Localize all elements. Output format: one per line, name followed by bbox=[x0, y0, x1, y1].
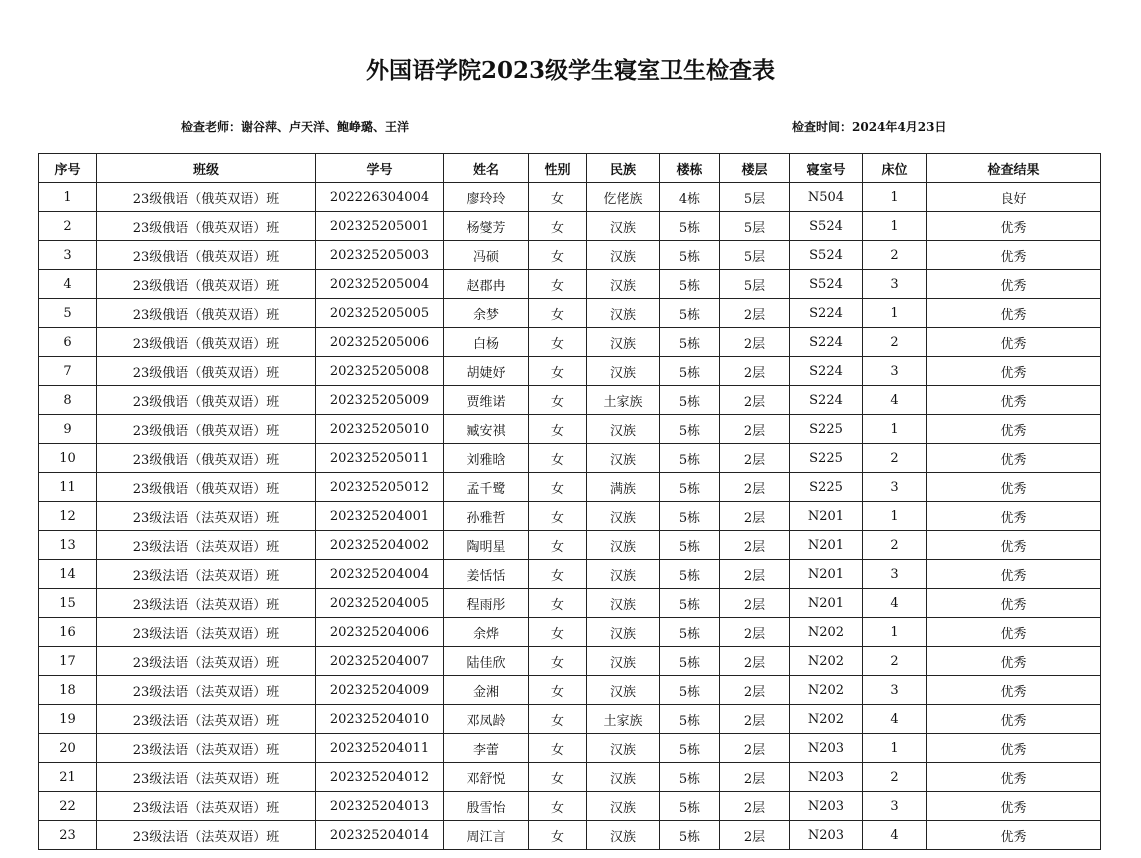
cell-building: 5栋 bbox=[660, 531, 720, 560]
cell-room: S224 bbox=[790, 357, 863, 386]
cell-ethnicity: 汉族 bbox=[587, 241, 660, 270]
cell-name: 陶明星 bbox=[444, 531, 529, 560]
cell-bed: 4 bbox=[863, 386, 927, 415]
cell-student-id: 202325205010 bbox=[316, 415, 444, 444]
cell-bed: 4 bbox=[863, 589, 927, 618]
cell-class: 23级法语（法英双语）班 bbox=[97, 792, 316, 821]
cell-student-id: 202325205003 bbox=[316, 241, 444, 270]
cell-student-id: 202325205005 bbox=[316, 299, 444, 328]
cell-student-id: 202325205011 bbox=[316, 444, 444, 473]
table-row bbox=[39, 212, 1101, 241]
cell-room: N203 bbox=[790, 763, 863, 792]
cell-class: 23级俄语（俄英双语）班 bbox=[97, 183, 316, 212]
cell-room: N202 bbox=[790, 705, 863, 734]
cell-student-id: 202325204001 bbox=[316, 502, 444, 531]
cell-name: 刘雅晗 bbox=[444, 444, 529, 473]
cell-building: 5栋 bbox=[660, 821, 720, 850]
cell-bed: 1 bbox=[863, 212, 927, 241]
cell-student-id: 202325205012 bbox=[316, 473, 444, 502]
cell-floor: 2层 bbox=[720, 763, 790, 792]
cell-index: 15 bbox=[39, 589, 97, 618]
cell-ethnicity: 汉族 bbox=[587, 299, 660, 328]
cell-gender: 女 bbox=[529, 212, 587, 241]
cell-result: 优秀 bbox=[927, 763, 1101, 792]
cell-result: 优秀 bbox=[927, 531, 1101, 560]
cell-room: N504 bbox=[790, 183, 863, 212]
cell-index: 12 bbox=[39, 502, 97, 531]
cell-name: 邓舒悦 bbox=[444, 763, 529, 792]
cell-student-id: 202325204005 bbox=[316, 589, 444, 618]
cell-floor: 2层 bbox=[720, 444, 790, 473]
cell-index: 19 bbox=[39, 705, 97, 734]
cell-result: 优秀 bbox=[927, 299, 1101, 328]
cell-index: 20 bbox=[39, 734, 97, 763]
cell-name: 余烨 bbox=[444, 618, 529, 647]
cell-student-id: 202325205008 bbox=[316, 357, 444, 386]
cell-class: 23级俄语（俄英双语）班 bbox=[97, 299, 316, 328]
cell-bed: 1 bbox=[863, 299, 927, 328]
cell-room: S524 bbox=[790, 212, 863, 241]
cell-room: S224 bbox=[790, 299, 863, 328]
cell-bed: 3 bbox=[863, 270, 927, 299]
cell-ethnicity: 汉族 bbox=[587, 763, 660, 792]
cell-room: N203 bbox=[790, 792, 863, 821]
cell-bed: 2 bbox=[863, 328, 927, 357]
cell-bed: 2 bbox=[863, 763, 927, 792]
cell-building: 5栋 bbox=[660, 212, 720, 241]
cell-result: 优秀 bbox=[927, 792, 1101, 821]
cell-class: 23级俄语（俄英双语）班 bbox=[97, 270, 316, 299]
cell-class: 23级法语（法英双语）班 bbox=[97, 676, 316, 705]
cell-class: 23级法语（法英双语）班 bbox=[97, 821, 316, 850]
cell-index: 13 bbox=[39, 531, 97, 560]
cell-gender: 女 bbox=[529, 473, 587, 502]
cell-name: 李蕾 bbox=[444, 734, 529, 763]
cell-name: 殷雪怡 bbox=[444, 792, 529, 821]
cell-result: 优秀 bbox=[927, 357, 1101, 386]
cell-room: N201 bbox=[790, 502, 863, 531]
cell-index: 4 bbox=[39, 270, 97, 299]
cell-floor: 2层 bbox=[720, 502, 790, 531]
cell-result: 优秀 bbox=[927, 705, 1101, 734]
cell-floor: 5层 bbox=[720, 270, 790, 299]
cell-name: 周江言 bbox=[444, 821, 529, 850]
table-row bbox=[39, 415, 1101, 444]
cell-room: N203 bbox=[790, 821, 863, 850]
cell-building: 5栋 bbox=[660, 763, 720, 792]
cell-ethnicity: 汉族 bbox=[587, 792, 660, 821]
cell-gender: 女 bbox=[529, 560, 587, 589]
cell-bed: 2 bbox=[863, 241, 927, 270]
cell-building: 5栋 bbox=[660, 473, 720, 502]
cell-ethnicity: 满族 bbox=[587, 473, 660, 502]
cell-student-id: 202325204004 bbox=[316, 560, 444, 589]
cell-class: 23级俄语（俄英双语）班 bbox=[97, 444, 316, 473]
cell-ethnicity: 汉族 bbox=[587, 589, 660, 618]
cell-class: 23级法语（法英双语）班 bbox=[97, 531, 316, 560]
cell-room: S224 bbox=[790, 328, 863, 357]
cell-index: 3 bbox=[39, 241, 97, 270]
column-header-room: 寝室号 bbox=[790, 154, 863, 183]
cell-building: 5栋 bbox=[660, 386, 720, 415]
column-header-result: 检查结果 bbox=[927, 154, 1101, 183]
cell-gender: 女 bbox=[529, 821, 587, 850]
cell-ethnicity: 土家族 bbox=[587, 705, 660, 734]
cell-bed: 4 bbox=[863, 705, 927, 734]
table-row bbox=[39, 734, 1101, 763]
table-row bbox=[39, 473, 1101, 502]
cell-name: 孟千鹭 bbox=[444, 473, 529, 502]
cell-result: 优秀 bbox=[927, 241, 1101, 270]
cell-bed: 3 bbox=[863, 792, 927, 821]
table-row bbox=[39, 589, 1101, 618]
cell-ethnicity: 土家族 bbox=[587, 386, 660, 415]
cell-result: 良好 bbox=[927, 183, 1101, 212]
cell-student-id: 202325204013 bbox=[316, 792, 444, 821]
cell-name: 赵郡冉 bbox=[444, 270, 529, 299]
cell-floor: 2层 bbox=[720, 647, 790, 676]
cell-gender: 女 bbox=[529, 357, 587, 386]
cell-bed: 1 bbox=[863, 618, 927, 647]
cell-gender: 女 bbox=[529, 415, 587, 444]
cell-name: 程雨彤 bbox=[444, 589, 529, 618]
cell-class: 23级法语（法英双语）班 bbox=[97, 763, 316, 792]
cell-index: 22 bbox=[39, 792, 97, 821]
cell-index: 17 bbox=[39, 647, 97, 676]
cell-index: 1 bbox=[39, 183, 97, 212]
cell-student-id: 202325204006 bbox=[316, 618, 444, 647]
cell-class: 23级法语（法英双语）班 bbox=[97, 589, 316, 618]
cell-floor: 2层 bbox=[720, 589, 790, 618]
table-row bbox=[39, 386, 1101, 415]
cell-bed: 3 bbox=[863, 473, 927, 502]
table-body bbox=[39, 183, 1101, 850]
cell-index: 23 bbox=[39, 821, 97, 850]
cell-bed: 3 bbox=[863, 357, 927, 386]
column-header-bed: 床位 bbox=[863, 154, 927, 183]
cell-name: 贾维诺 bbox=[444, 386, 529, 415]
column-header-floor: 楼层 bbox=[720, 154, 790, 183]
cell-student-id: 202325205001 bbox=[316, 212, 444, 241]
cell-ethnicity: 汉族 bbox=[587, 270, 660, 299]
cell-index: 11 bbox=[39, 473, 97, 502]
cell-name: 廖玲玲 bbox=[444, 183, 529, 212]
cell-student-id: 202325204012 bbox=[316, 763, 444, 792]
cell-bed: 1 bbox=[863, 183, 927, 212]
cell-building: 4栋 bbox=[660, 183, 720, 212]
cell-ethnicity: 汉族 bbox=[587, 212, 660, 241]
cell-bed: 2 bbox=[863, 647, 927, 676]
cell-gender: 女 bbox=[529, 183, 587, 212]
cell-floor: 2层 bbox=[720, 792, 790, 821]
cell-result: 优秀 bbox=[927, 444, 1101, 473]
cell-floor: 2层 bbox=[720, 618, 790, 647]
cell-gender: 女 bbox=[529, 792, 587, 821]
cell-bed: 3 bbox=[863, 676, 927, 705]
cell-class: 23级法语（法英双语）班 bbox=[97, 502, 316, 531]
cell-ethnicity: 汉族 bbox=[587, 357, 660, 386]
cell-result: 优秀 bbox=[927, 647, 1101, 676]
cell-student-id: 202325205009 bbox=[316, 386, 444, 415]
cell-index: 8 bbox=[39, 386, 97, 415]
cell-room: N201 bbox=[790, 560, 863, 589]
cell-name: 杨燮芳 bbox=[444, 212, 529, 241]
cell-index: 9 bbox=[39, 415, 97, 444]
cell-gender: 女 bbox=[529, 531, 587, 560]
cell-name: 余梦 bbox=[444, 299, 529, 328]
cell-bed: 1 bbox=[863, 734, 927, 763]
cell-student-id: 202325204002 bbox=[316, 531, 444, 560]
cell-name: 白杨 bbox=[444, 328, 529, 357]
cell-class: 23级俄语（俄英双语）班 bbox=[97, 212, 316, 241]
cell-ethnicity: 汉族 bbox=[587, 647, 660, 676]
cell-student-id: 202325204009 bbox=[316, 676, 444, 705]
cell-building: 5栋 bbox=[660, 502, 720, 531]
cell-floor: 2层 bbox=[720, 299, 790, 328]
cell-room: N201 bbox=[790, 531, 863, 560]
column-header-gender: 性别 bbox=[529, 154, 587, 183]
cell-bed: 2 bbox=[863, 444, 927, 473]
cell-class: 23级俄语（俄英双语）班 bbox=[97, 386, 316, 415]
table-row bbox=[39, 705, 1101, 734]
cell-index: 16 bbox=[39, 618, 97, 647]
cell-result: 优秀 bbox=[927, 212, 1101, 241]
inspection-table bbox=[38, 153, 1101, 850]
cell-building: 5栋 bbox=[660, 647, 720, 676]
table-row bbox=[39, 241, 1101, 270]
cell-class: 23级俄语（俄英双语）班 bbox=[97, 241, 316, 270]
cell-class: 23级俄语（俄英双语）班 bbox=[97, 357, 316, 386]
cell-room: N203 bbox=[790, 734, 863, 763]
cell-gender: 女 bbox=[529, 705, 587, 734]
cell-name: 金湘 bbox=[444, 676, 529, 705]
cell-bed: 1 bbox=[863, 502, 927, 531]
header-row bbox=[39, 154, 1101, 183]
cell-index: 10 bbox=[39, 444, 97, 473]
table-row bbox=[39, 270, 1101, 299]
table-row bbox=[39, 676, 1101, 705]
column-header-class: 班级 bbox=[97, 154, 316, 183]
cell-student-id: 202325204014 bbox=[316, 821, 444, 850]
cell-floor: 2层 bbox=[720, 531, 790, 560]
cell-building: 5栋 bbox=[660, 357, 720, 386]
cell-building: 5栋 bbox=[660, 241, 720, 270]
cell-gender: 女 bbox=[529, 618, 587, 647]
cell-building: 5栋 bbox=[660, 415, 720, 444]
cell-building: 5栋 bbox=[660, 734, 720, 763]
table-row bbox=[39, 618, 1101, 647]
inspectors-label: 检查老师：谢谷萍、卢天洋、鲍峥璐、王洋 bbox=[181, 120, 410, 134]
cell-name: 孙雅哲 bbox=[444, 502, 529, 531]
cell-result: 优秀 bbox=[927, 618, 1101, 647]
cell-building: 5栋 bbox=[660, 792, 720, 821]
cell-student-id: 202325205006 bbox=[316, 328, 444, 357]
column-header-index: 序号 bbox=[39, 154, 97, 183]
cell-ethnicity: 汉族 bbox=[587, 676, 660, 705]
cell-class: 23级法语（法英双语）班 bbox=[97, 734, 316, 763]
cell-floor: 5层 bbox=[720, 241, 790, 270]
inspection-time-label: 检查时间：2024年4月23日 bbox=[792, 120, 947, 134]
table-row bbox=[39, 531, 1101, 560]
cell-result: 优秀 bbox=[927, 676, 1101, 705]
cell-floor: 2层 bbox=[720, 328, 790, 357]
column-header-building: 楼栋 bbox=[660, 154, 720, 183]
table-row bbox=[39, 502, 1101, 531]
cell-ethnicity: 汉族 bbox=[587, 560, 660, 589]
cell-gender: 女 bbox=[529, 502, 587, 531]
cell-floor: 2层 bbox=[720, 415, 790, 444]
cell-name: 冯硕 bbox=[444, 241, 529, 270]
cell-student-id: 202325205004 bbox=[316, 270, 444, 299]
cell-result: 优秀 bbox=[927, 589, 1101, 618]
cell-result: 优秀 bbox=[927, 386, 1101, 415]
cell-floor: 2层 bbox=[720, 821, 790, 850]
column-header-name: 姓名 bbox=[444, 154, 529, 183]
cell-ethnicity: 仡佬族 bbox=[587, 183, 660, 212]
cell-class: 23级法语（法英双语）班 bbox=[97, 560, 316, 589]
cell-ethnicity: 汉族 bbox=[587, 618, 660, 647]
cell-room: S225 bbox=[790, 415, 863, 444]
cell-student-id: 202325204011 bbox=[316, 734, 444, 763]
cell-result: 优秀 bbox=[927, 560, 1101, 589]
table-row bbox=[39, 560, 1101, 589]
table-row bbox=[39, 792, 1101, 821]
cell-room: N202 bbox=[790, 618, 863, 647]
cell-building: 5栋 bbox=[660, 444, 720, 473]
table-row bbox=[39, 647, 1101, 676]
cell-class: 23级俄语（俄英双语）班 bbox=[97, 473, 316, 502]
cell-floor: 2层 bbox=[720, 357, 790, 386]
cell-ethnicity: 汉族 bbox=[587, 734, 660, 763]
cell-result: 优秀 bbox=[927, 734, 1101, 763]
cell-floor: 5层 bbox=[720, 183, 790, 212]
cell-index: 21 bbox=[39, 763, 97, 792]
cell-building: 5栋 bbox=[660, 299, 720, 328]
table-row bbox=[39, 357, 1101, 386]
cell-name: 陆佳欣 bbox=[444, 647, 529, 676]
cell-name: 臧安祺 bbox=[444, 415, 529, 444]
cell-ethnicity: 汉族 bbox=[587, 502, 660, 531]
cell-ethnicity: 汉族 bbox=[587, 415, 660, 444]
column-header-ethnicity: 民族 bbox=[587, 154, 660, 183]
cell-room: S524 bbox=[790, 270, 863, 299]
cell-index: 5 bbox=[39, 299, 97, 328]
cell-result: 优秀 bbox=[927, 821, 1101, 850]
cell-bed: 3 bbox=[863, 560, 927, 589]
cell-building: 5栋 bbox=[660, 589, 720, 618]
cell-building: 5栋 bbox=[660, 618, 720, 647]
cell-room: N202 bbox=[790, 647, 863, 676]
cell-ethnicity: 汉族 bbox=[587, 444, 660, 473]
cell-floor: 2层 bbox=[720, 705, 790, 734]
cell-building: 5栋 bbox=[660, 270, 720, 299]
cell-gender: 女 bbox=[529, 270, 587, 299]
cell-class: 23级俄语（俄英双语）班 bbox=[97, 415, 316, 444]
cell-result: 优秀 bbox=[927, 415, 1101, 444]
cell-gender: 女 bbox=[529, 589, 587, 618]
cell-index: 18 bbox=[39, 676, 97, 705]
cell-student-id: 202325204010 bbox=[316, 705, 444, 734]
cell-room: N201 bbox=[790, 589, 863, 618]
cell-class: 23级法语（法英双语）班 bbox=[97, 618, 316, 647]
table-row bbox=[39, 821, 1101, 850]
cell-index: 6 bbox=[39, 328, 97, 357]
cell-bed: 1 bbox=[863, 415, 927, 444]
table-row bbox=[39, 183, 1101, 212]
cell-gender: 女 bbox=[529, 328, 587, 357]
cell-ethnicity: 汉族 bbox=[587, 531, 660, 560]
cell-room: N202 bbox=[790, 676, 863, 705]
cell-gender: 女 bbox=[529, 386, 587, 415]
cell-building: 5栋 bbox=[660, 705, 720, 734]
cell-index: 7 bbox=[39, 357, 97, 386]
cell-gender: 女 bbox=[529, 676, 587, 705]
cell-gender: 女 bbox=[529, 647, 587, 676]
cell-floor: 2层 bbox=[720, 386, 790, 415]
cell-class: 23级法语（法英双语）班 bbox=[97, 647, 316, 676]
cell-floor: 2层 bbox=[720, 676, 790, 705]
cell-bed: 2 bbox=[863, 531, 927, 560]
cell-floor: 2层 bbox=[720, 560, 790, 589]
cell-gender: 女 bbox=[529, 299, 587, 328]
cell-name: 邓凤龄 bbox=[444, 705, 529, 734]
cell-class: 23级俄语（俄英双语）班 bbox=[97, 328, 316, 357]
column-header-student-id: 学号 bbox=[316, 154, 444, 183]
cell-index: 2 bbox=[39, 212, 97, 241]
cell-student-id: 202226304004 bbox=[316, 183, 444, 212]
cell-result: 优秀 bbox=[927, 502, 1101, 531]
table-row bbox=[39, 763, 1101, 792]
cell-result: 优秀 bbox=[927, 270, 1101, 299]
cell-result: 优秀 bbox=[927, 473, 1101, 502]
cell-room: S524 bbox=[790, 241, 863, 270]
cell-room: S224 bbox=[790, 386, 863, 415]
cell-room: S225 bbox=[790, 444, 863, 473]
cell-gender: 女 bbox=[529, 444, 587, 473]
cell-gender: 女 bbox=[529, 734, 587, 763]
cell-class: 23级法语（法英双语）班 bbox=[97, 705, 316, 734]
table-row bbox=[39, 299, 1101, 328]
cell-name: 胡婕妤 bbox=[444, 357, 529, 386]
page-title: 外国语学院2023级学生寝室卫生检查表 bbox=[365, 57, 775, 84]
table-row bbox=[39, 328, 1101, 357]
cell-index: 14 bbox=[39, 560, 97, 589]
cell-building: 5栋 bbox=[660, 328, 720, 357]
cell-student-id: 202325204007 bbox=[316, 647, 444, 676]
cell-floor: 2层 bbox=[720, 734, 790, 763]
cell-name: 姜恬恬 bbox=[444, 560, 529, 589]
cell-ethnicity: 汉族 bbox=[587, 821, 660, 850]
cell-bed: 4 bbox=[863, 821, 927, 850]
table-row bbox=[39, 444, 1101, 473]
cell-gender: 女 bbox=[529, 241, 587, 270]
cell-building: 5栋 bbox=[660, 560, 720, 589]
cell-gender: 女 bbox=[529, 763, 587, 792]
cell-result: 优秀 bbox=[927, 328, 1101, 357]
cell-floor: 5层 bbox=[720, 212, 790, 241]
cell-building: 5栋 bbox=[660, 676, 720, 705]
table-header bbox=[39, 154, 1101, 183]
cell-floor: 2层 bbox=[720, 473, 790, 502]
cell-ethnicity: 汉族 bbox=[587, 328, 660, 357]
cell-room: S225 bbox=[790, 473, 863, 502]
